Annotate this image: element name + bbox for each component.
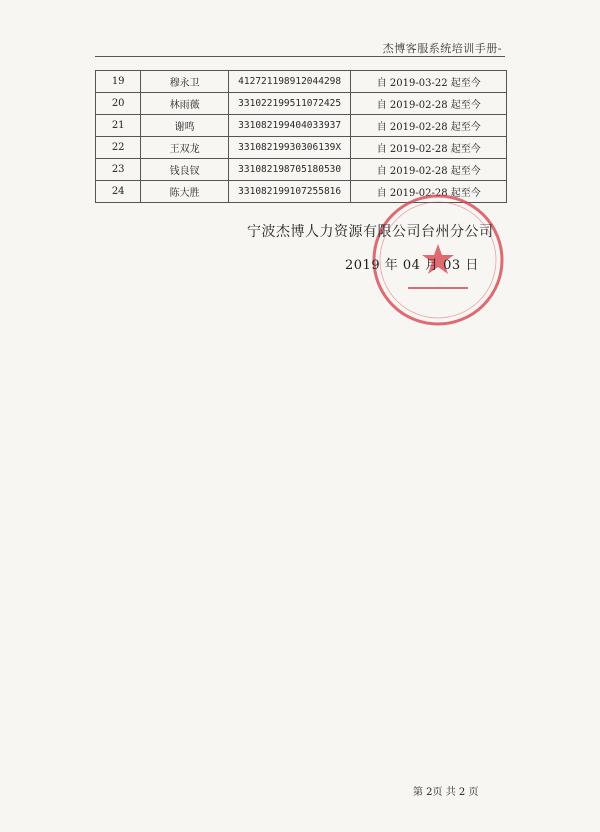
header-title: 杰博客服系统培训手册- [382,42,502,55]
employment-period: 自 2019-02-28 起至今 [351,115,507,137]
sign-date: 2019 年 04 月 03 日 [345,258,479,273]
id-number: 331022199511072425 [228,93,351,115]
row-number: 19 [96,71,141,93]
id-number: 331082199107255816 [228,181,351,203]
employee-name: 陈大胜 [141,181,228,203]
row-number: 22 [96,137,141,159]
page-number: 第 2页 共 2 页 [413,787,479,798]
employee-name: 林雨薇 [141,93,228,115]
employment-period: 自 2019-03-22 起至今 [351,71,507,93]
employment-period: 自 2019-02-28 起至今 [351,181,507,203]
employee-name: 钱良钗 [141,159,228,181]
table-row [96,71,507,93]
employment-period: 自 2019-02-28 起至今 [351,93,507,115]
row-number: 23 [96,159,141,181]
header-rule [95,56,505,57]
id-number: 33108219930306139X [228,137,351,159]
employment-period: 自 2019-02-28 起至今 [351,137,507,159]
table-row [96,159,507,181]
id-number: 331082198705180530 [228,159,351,181]
id-number: 331082199404033937 [228,115,351,137]
row-number: 21 [96,115,141,137]
employment-period: 自 2019-02-28 起至今 [351,159,507,181]
row-number: 24 [96,181,141,203]
company-name: 宁波杰博人力资源有限公司台州分公司 [247,224,494,240]
table-row [96,115,507,137]
employee-name: 谢鸣 [141,115,228,137]
row-number: 20 [96,93,141,115]
table-row [96,93,507,115]
employee-name: 王双龙 [141,137,228,159]
id-number: 412721198912044298 [228,71,351,93]
employee-table [95,70,507,203]
table-row [96,137,507,159]
employee-name: 穆永卫 [141,71,228,93]
